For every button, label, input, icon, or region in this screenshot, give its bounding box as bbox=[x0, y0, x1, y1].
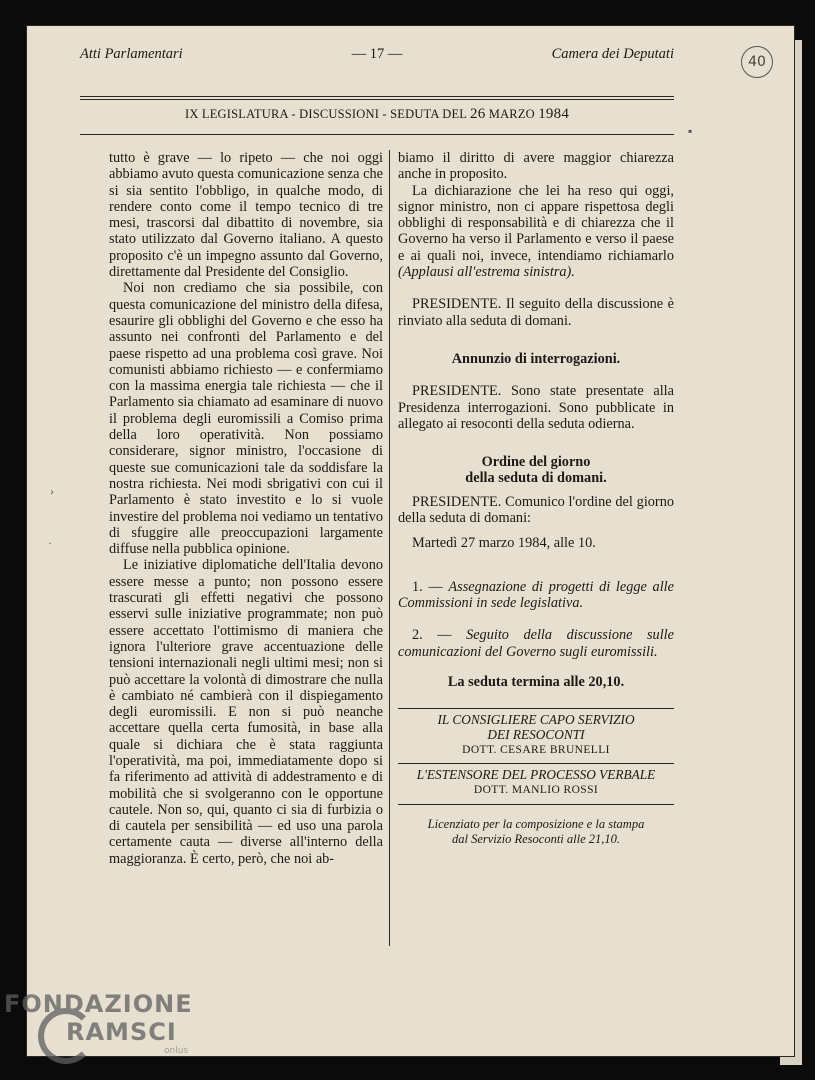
right-paragraph-5: PRESIDENTE. Comunico l'ordine del giorno della seduta di domani: bbox=[398, 493, 674, 527]
handwritten-page-number: 40 bbox=[741, 46, 773, 78]
heading-interrogazioni: Annunzio di interrogazioni. bbox=[451, 350, 621, 367]
left-paragraph-3: Le iniziative diplomatiche dell'Italia devono essere messe a punto; non possono essere trascurati gli effetti negativi che possono esservi sulle iniziative programmate; non può essere accettato l'ottimismo di maniera che ignora l'ulteriore grave accentuazione delle tensioni internazionali negli ultimi mesi; non si può accettare la volontà di dimostrare che nulla è cambiato né cambierà con il dispiegamento degli euromissili. E non si può neanche accettare quella certa fumosità, in base alla quale si dichiara che è stata raggiunta l'operatività, ma poi, immediatamente dopo si fa riferimento ad attività di addestramento e di mobilità che si svolgeranno con le opportune cautele. Non so, qui, quanto ci sia di furbizia o di cautela per sensibilità — ed uso una parola certamente cauta — diverse all'interno della maggioranza. È certo, però, che noi ab- bbox=[109, 557, 383, 867]
column-divider bbox=[389, 150, 390, 946]
right-column bbox=[398, 150, 674, 847]
signature-2-name: DOTT. MANLIO ROSSI bbox=[473, 784, 599, 797]
signature-1-name: DOTT. CESARE BRUNELLI bbox=[462, 744, 610, 757]
left-paragraph-1: tutto è grave — lo ripeto — che noi oggi abbiamo avuto questa comunicazione senza che si sia sentito l'obbligo, in qualche modo, di rendere conto come il tempo tecnico di tre mesi, trascorsi dal dibattito di novembre, sia stato utilizzato dal Governo italiano. A questo proposito c'è un impegno assunto dal Governo, direttamente dal Presidente del Consiglio. bbox=[109, 150, 383, 281]
agenda-item-2-number: 2. — bbox=[412, 627, 452, 644]
session-subheader bbox=[80, 106, 674, 123]
subheader-month: MARZO bbox=[488, 107, 535, 121]
signature-2-title: L'ESTENSORE DEL PROCESSO VERBALE bbox=[416, 767, 656, 783]
closing-line: La seduta termina alle 20,10. bbox=[447, 673, 625, 690]
subheader-rule bbox=[80, 134, 674, 135]
subheader-text: IX LEGISLATURA - DISCUSSIONI - SEDUTA DEL bbox=[184, 107, 467, 121]
right-paragraph-1: biamo il diritto di avere maggior chiarezza anche in proposito. bbox=[398, 150, 674, 183]
agenda-item-1-number: 1. — bbox=[412, 578, 443, 595]
header-rule-top bbox=[80, 96, 674, 97]
watermark-line-3: onlus bbox=[164, 1046, 189, 1056]
watermark-fondazione-gramsci bbox=[4, 990, 193, 1056]
right-paragraph-3: PRESIDENTE. Il seguito della discussione è rinviato alla seduta di domani. bbox=[398, 296, 674, 329]
margin-mark-2: · bbox=[48, 536, 52, 550]
watermark-line-2: RAMSCI bbox=[66, 1018, 177, 1046]
right-paragraph-4: PRESIDENTE. Sono state presentate alla Presidenza interrogazioni. Sono pubblicate in allegato ai resoconti della seduta odierna. bbox=[398, 383, 674, 432]
license-line-1: Licenziato per la composizione e la stampa bbox=[427, 816, 645, 831]
left-paragraph-2: Noi non crediamo che sia possibile, con questa comunicazione del ministro della difesa, esaurire gli obblighi del Governo e che esso ha assunto nei confronti del Parlamento e del paese rispetto ad una problema così grave. Noi comunisti abbiamo richiesto — e confermiamo con la massima energia tale richiesta — che il Parlamento sia chiamato ad esaminare di nuovo il problema degli euromissili a Comiso prima della loro operatività. Non possiamo considerare, signor ministro, l'occasione di queste sue comunicazioni tale da soddisfare la nostra richiesta. Nei modi sbrigativi con cui il Parlamento è stato investito e lo si vuole investire del problema noi vediamo un tentativo di sfuggire alle preoccupazioni largamente diffuse nella pubblica opinione. bbox=[109, 280, 383, 558]
header-rule-bottom bbox=[80, 99, 674, 100]
header-page-number: — 17 — bbox=[351, 46, 403, 62]
signature-1-title-a: IL CONSIGLIERE CAPO SERVIZIO bbox=[437, 712, 635, 728]
left-column bbox=[109, 150, 383, 867]
header-right: Camera dei Deputati bbox=[551, 46, 674, 62]
signature-1-title-b: DEI RESOCONTI bbox=[487, 727, 585, 743]
margin-mark: › bbox=[50, 484, 54, 498]
heading-ordine-line2: della seduta di domani. bbox=[465, 470, 607, 487]
running-header bbox=[80, 46, 674, 68]
subheader-year: 1984 bbox=[538, 106, 570, 122]
watermark-line-1: FONDAZIONE bbox=[4, 990, 193, 1018]
license-line-2: dal Servizio Resoconti alle 21,10. bbox=[451, 831, 621, 846]
right-paragraph-2 bbox=[398, 183, 674, 281]
agenda-item-2-text: Seguito della discussione sulle comunicazioni del Governo sugli euromissili. bbox=[398, 627, 675, 660]
watermark-g-logo bbox=[38, 1008, 94, 1064]
session-date-line: Martedì 27 marzo 1984, alle 10. bbox=[412, 535, 596, 552]
margin-dot: ▪ bbox=[688, 124, 693, 138]
subheader-day: 26 bbox=[470, 106, 486, 122]
heading-ordine-line1: Ordine del giorno bbox=[481, 454, 591, 471]
agenda-item-2 bbox=[398, 627, 674, 660]
agenda-item-1 bbox=[398, 579, 674, 612]
right-paragraph-2-text: La dichiarazione che lei ha reso qui oggi, signor ministro, non ci appare rispettosa degli obblighi di responsabilità e di chiarezza che il Governo ha verso il Parlamento e verso il paese e ai quali noi, invece, intendiamo richiamarlo bbox=[398, 182, 674, 264]
header-left: Atti Parlamentari bbox=[80, 46, 183, 62]
agenda-item-1-text: Assegnazione di progetti di legge alle Commissioni in sede legislativa. bbox=[398, 578, 674, 611]
applause-note: (Applausi all'estrema sinistra). bbox=[398, 264, 575, 281]
